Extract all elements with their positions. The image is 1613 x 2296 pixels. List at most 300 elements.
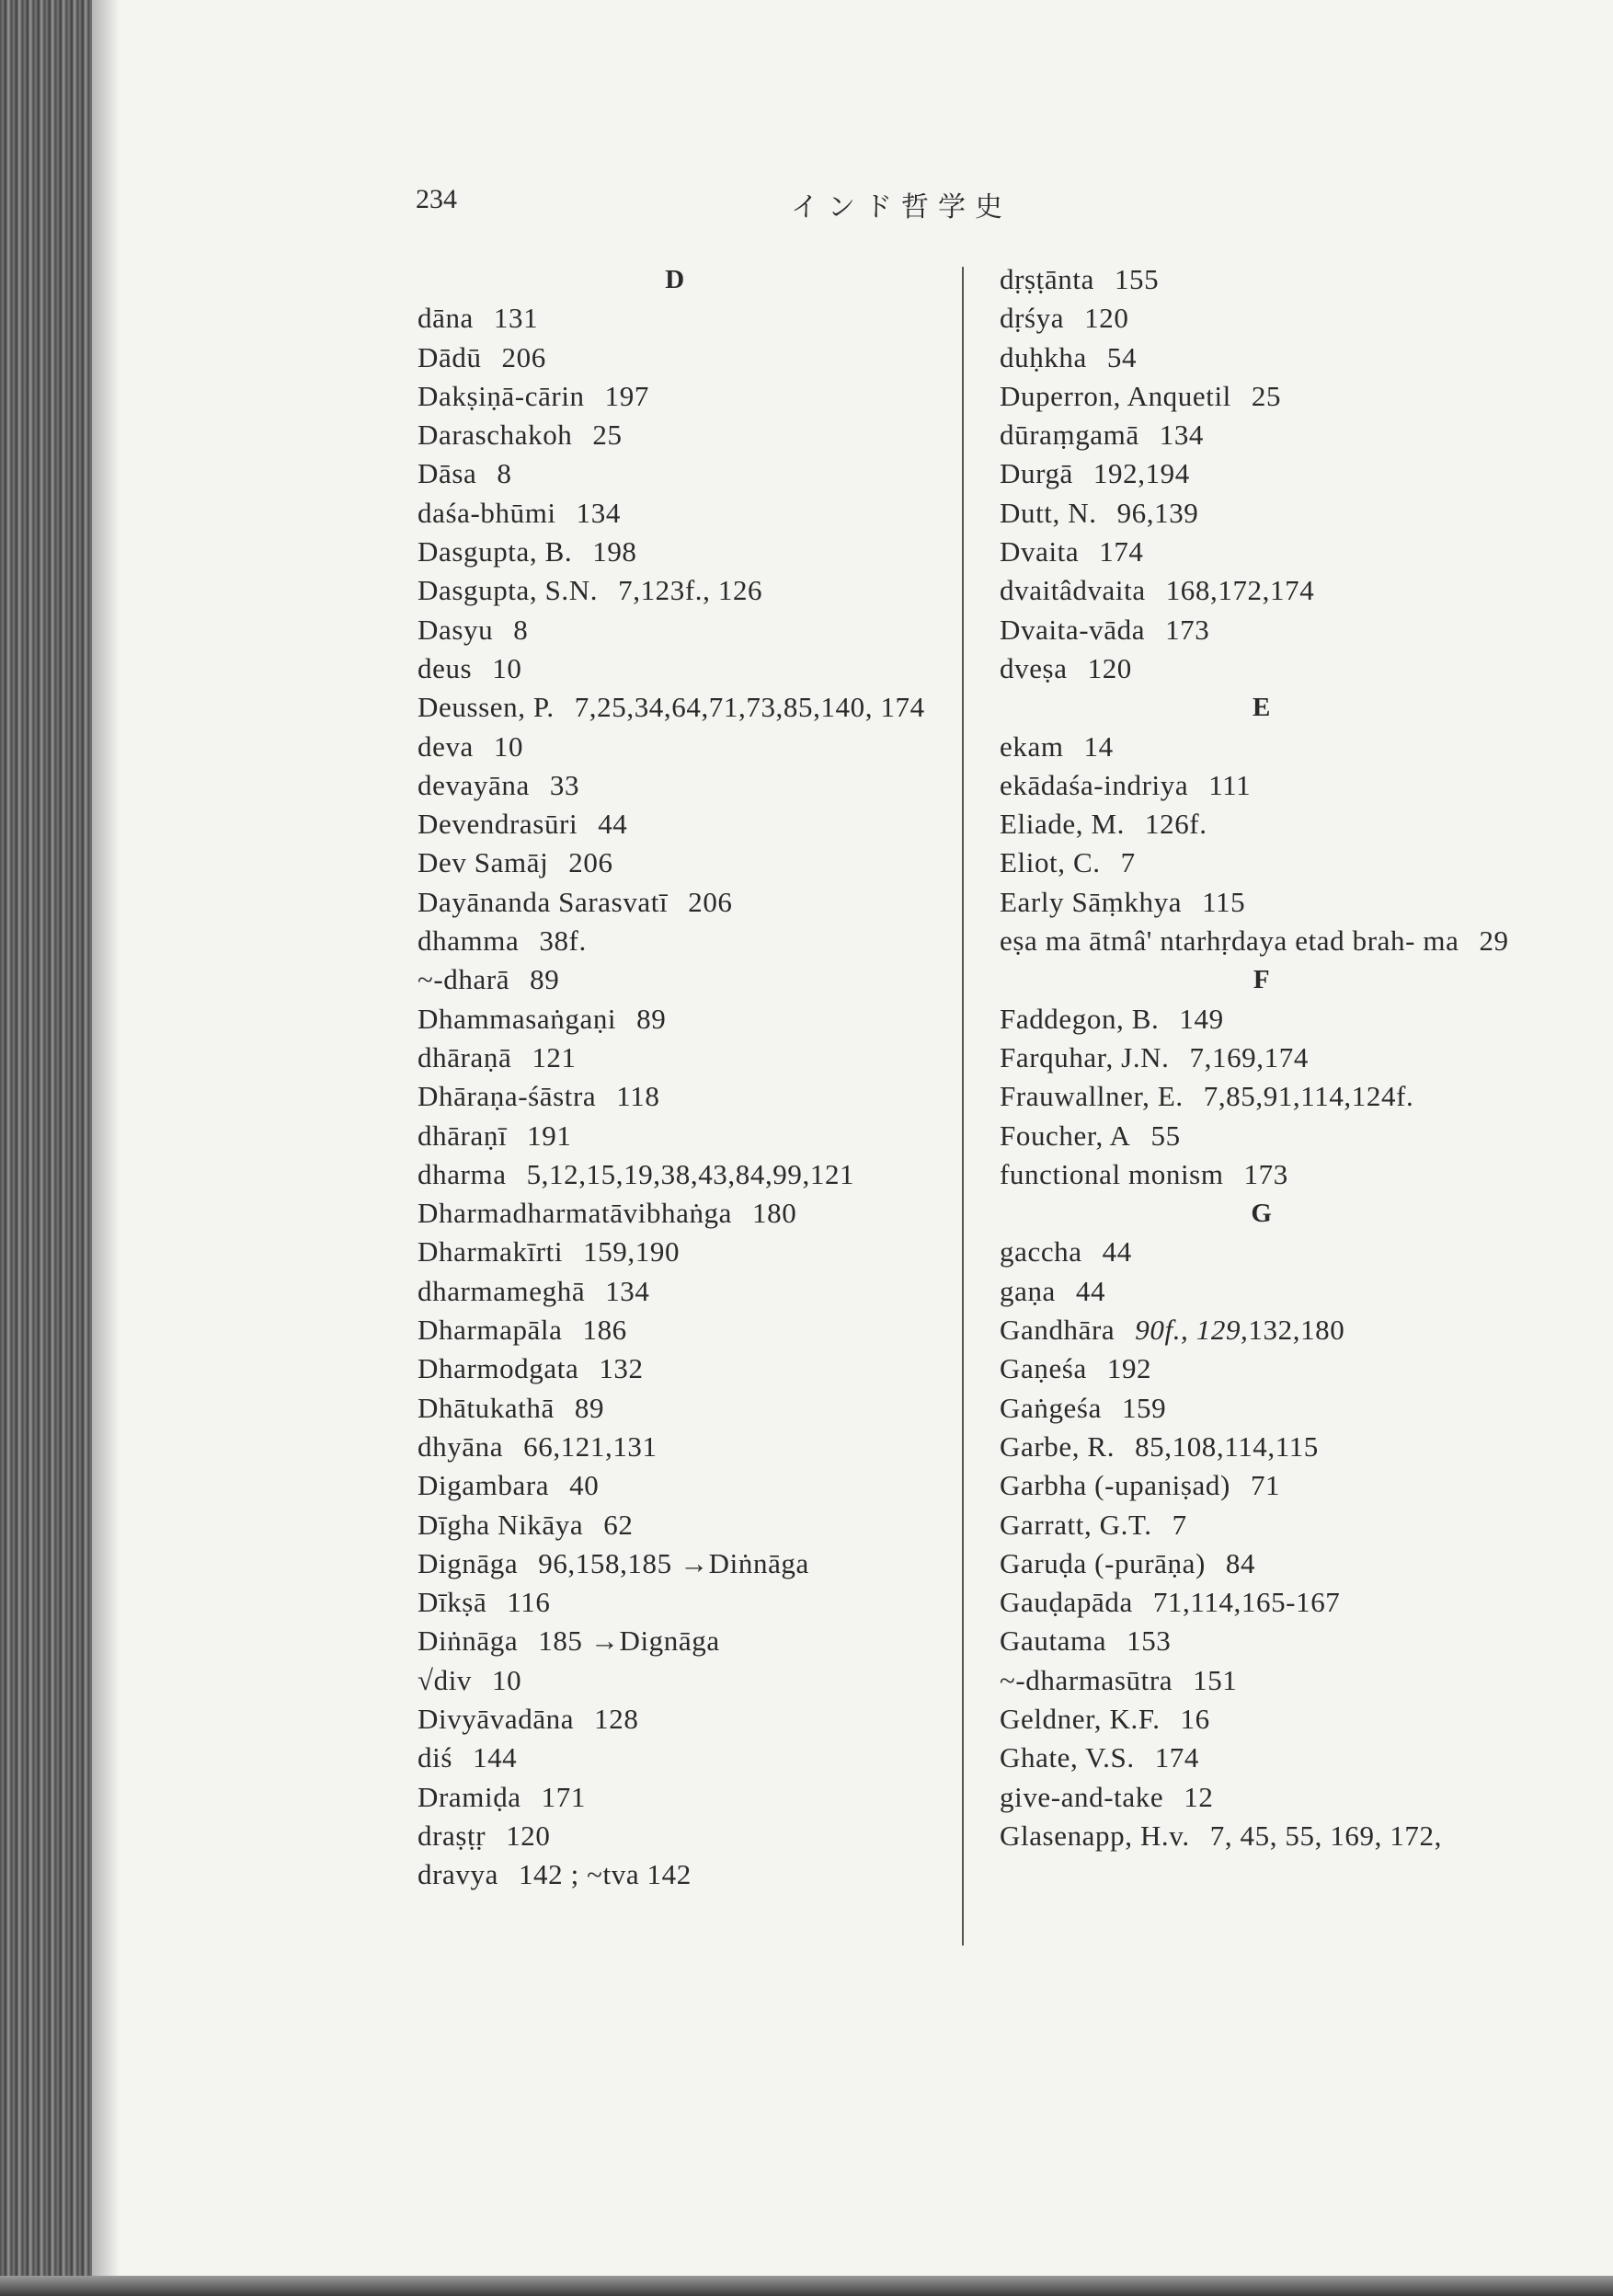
entry-pages-text: 126f.	[1145, 808, 1207, 841]
entry-pages-text: 96,158,185 →Diṅnāga	[538, 1546, 809, 1579]
entry-pages-text: 131	[493, 302, 539, 335]
entry-pages	[506, 1820, 550, 1852]
entry-term: ~-dharā	[418, 963, 510, 996]
entry-pages-text: 171	[541, 1780, 586, 1813]
entry-pages	[507, 1586, 550, 1618]
index-entry	[1000, 1622, 1524, 1660]
entry-term: Deussen, P.	[418, 691, 555, 724]
entry-term: dveṣa	[1000, 651, 1068, 684]
entry-pages-text: 132	[599, 1352, 644, 1385]
index-entry	[1000, 1272, 1524, 1311]
entry-pages-text: 120	[506, 1819, 551, 1852]
entry-pages	[1117, 497, 1199, 529]
entry-pages-text: 159,190	[583, 1235, 681, 1269]
page-bottom-edge	[0, 2276, 1613, 2296]
index-entry	[418, 1544, 932, 1583]
entry-pages	[592, 419, 622, 451]
entry-pages	[1153, 1586, 1341, 1618]
entry-pages-text: 118	[616, 1080, 660, 1113]
entry-pages	[1151, 1119, 1181, 1152]
index-entry	[1000, 805, 1524, 844]
entry-pages-text: 134	[1159, 419, 1205, 452]
index-entry	[1000, 1700, 1524, 1739]
index-column-right	[1000, 260, 1524, 1855]
entry-pages	[550, 769, 579, 801]
entry-pages	[582, 1314, 626, 1346]
entry-pages-text: 85,108,114,115	[1135, 1429, 1319, 1463]
index-entry	[1000, 844, 1524, 882]
entry-pages	[618, 574, 762, 606]
index-entry	[1000, 1233, 1524, 1271]
index-entry	[1000, 1778, 1524, 1817]
entry-pages	[530, 963, 559, 995]
index-entry	[1000, 1544, 1524, 1583]
entry-term: Gaṇeśa	[1000, 1352, 1087, 1385]
index-entry	[418, 1506, 932, 1544]
entry-pages	[1107, 341, 1137, 373]
entry-term: Dayānanda Sarasvatī	[418, 885, 669, 918]
entry-term: gaṇa	[1000, 1274, 1056, 1307]
entry-pages	[523, 1430, 658, 1463]
entry-pages-text: 16	[1180, 1702, 1210, 1735]
index-entry	[418, 844, 932, 882]
index-entry	[1000, 1155, 1524, 1194]
index-entry	[418, 1466, 932, 1505]
entry-pages	[1093, 457, 1190, 489]
entry-term: gaccha	[1000, 1235, 1082, 1269]
index-entry	[418, 1428, 932, 1466]
entry-term: dharma	[418, 1157, 507, 1190]
entry-pages	[497, 457, 511, 489]
entry-pages	[1202, 886, 1245, 918]
entry-pages	[583, 1235, 680, 1268]
entry-pages-text: 206	[688, 885, 733, 918]
entry-pages	[1135, 1430, 1319, 1463]
entry-pages-text: 62	[603, 1508, 634, 1541]
index-entry	[418, 1817, 932, 1855]
entry-pages	[1127, 1624, 1171, 1657]
entry-term: Dvaita	[1000, 535, 1080, 568]
entry-pages	[1190, 1041, 1309, 1073]
entry-term: dravya	[418, 1858, 498, 1891]
entry-term: Faddegon, B.	[1000, 1002, 1160, 1035]
index-entry	[418, 494, 932, 533]
column-divider	[962, 267, 964, 1946]
index-entry	[1000, 1466, 1524, 1505]
entry-pages	[575, 691, 925, 723]
entry-pages	[1121, 846, 1136, 878]
entry-pages-text: 71,114,165-167	[1152, 1586, 1341, 1619]
entry-term: Dignāga	[418, 1546, 519, 1579]
entry-pages	[636, 1003, 666, 1035]
entry-pages-text: 10	[493, 729, 524, 763]
index-entry	[1000, 1817, 1524, 1855]
index-entry	[1000, 1739, 1524, 1777]
entry-term: Early Sāṃkhya	[1000, 885, 1183, 918]
entry-term: Garbe, R.	[1000, 1429, 1115, 1463]
entry-pages	[1135, 1314, 1344, 1346]
index-entry	[1000, 611, 1524, 649]
entry-pages-text: 7	[1172, 1508, 1187, 1541]
index-entry	[1000, 922, 1524, 960]
index-entry	[418, 922, 932, 960]
entry-pages	[1173, 1509, 1187, 1541]
entry-pages	[494, 730, 523, 763]
entry-pages	[1160, 419, 1204, 451]
entry-pages	[577, 497, 621, 529]
index-entry	[1000, 416, 1524, 454]
entry-pages	[568, 846, 612, 878]
entry-pages	[538, 1547, 809, 1579]
index-entry	[1000, 1077, 1524, 1116]
entry-pages	[569, 1469, 599, 1501]
entry-term: deus	[418, 651, 473, 684]
entry-pages	[1166, 574, 1315, 606]
index-entry	[1000, 339, 1524, 377]
entry-pages	[539, 924, 586, 957]
entry-term: ekādaśa-indriya	[1000, 768, 1189, 801]
entry-term: Dādū	[418, 340, 482, 373]
entry-term: dūraṃgamā	[1000, 419, 1139, 452]
index-entry	[1000, 494, 1524, 533]
entry-term: Dakṣiṇā-cārin	[418, 379, 585, 412]
entry-pages-text: 149	[1179, 1002, 1224, 1035]
index-entry	[418, 1000, 932, 1039]
entry-pages	[1145, 808, 1207, 840]
entry-pages-text: 84	[1225, 1546, 1256, 1579]
entry-pages	[513, 614, 528, 646]
entry-pages-text: 132,180	[1248, 1314, 1345, 1347]
entry-pages-text: 7,85,91,114,124f.	[1203, 1080, 1414, 1113]
entry-pages-italic: 90f., 129,	[1135, 1314, 1249, 1347]
entry-term: Farquhar, J.N.	[1000, 1040, 1170, 1073]
entry-term: Dharmapāla	[418, 1314, 563, 1347]
index-entry	[418, 1233, 932, 1271]
index-entry	[1000, 377, 1524, 416]
entry-term: Dasgupta, B.	[418, 535, 573, 568]
index-entry	[418, 377, 932, 416]
index-entry	[418, 416, 932, 454]
index-entry	[418, 1039, 932, 1077]
index-entry	[418, 1272, 932, 1311]
entry-pages	[752, 1197, 796, 1229]
entry-term: Gandhāra	[1000, 1314, 1115, 1347]
entry-pages-text: 38f.	[539, 924, 587, 958]
index-entry	[1000, 1583, 1524, 1622]
entry-pages-text: 7, 45, 55, 169, 172,	[1209, 1819, 1442, 1852]
entry-pages-text: 33	[549, 768, 580, 801]
index-entry	[418, 1583, 932, 1622]
entry-pages-text: 191	[527, 1119, 572, 1152]
entry-pages-text: 66,121,131	[523, 1429, 658, 1463]
entry-term: functional monism	[1000, 1157, 1224, 1190]
index-entry	[1000, 1117, 1524, 1155]
index-entry	[418, 1117, 932, 1155]
index-entry	[1000, 1039, 1524, 1077]
entry-pages-text: 144	[472, 1741, 518, 1774]
entry-pages-text: 153	[1127, 1624, 1172, 1658]
entry-term: Frauwallner, E.	[1000, 1080, 1184, 1113]
entry-pages	[492, 1664, 521, 1696]
entry-pages-text: 174	[1099, 535, 1144, 568]
entry-term: Geldner, K.F.	[1000, 1702, 1161, 1735]
entry-pages-text: 12	[1184, 1780, 1214, 1813]
index-entry	[1000, 883, 1524, 922]
entry-pages-text: 7,169,174	[1189, 1040, 1309, 1073]
entry-pages-text: 180	[752, 1197, 797, 1230]
index-entry	[418, 1622, 932, 1660]
entry-term: Dīgha Nikāya	[418, 1508, 584, 1541]
entry-pages	[1088, 652, 1132, 684]
entry-pages	[1155, 1741, 1199, 1774]
entry-term: dhyāna	[418, 1429, 504, 1463]
entry-term: eṣa ma ātmâ' ntarhṛdaya etad brah- ma	[1000, 924, 1459, 958]
entry-pages	[519, 1858, 692, 1890]
entry-term: Gauḍapāda	[1000, 1586, 1133, 1619]
entry-term: duḥkha	[1000, 340, 1087, 373]
index-entry	[418, 571, 932, 610]
entry-pages	[1208, 769, 1251, 801]
entry-pages-text: 128	[594, 1702, 639, 1735]
index-entry	[1000, 571, 1524, 610]
entry-pages-text: 121	[532, 1040, 577, 1073]
entry-term: Dhammasaṅgaṇi	[418, 1002, 617, 1035]
entry-pages	[1084, 730, 1114, 763]
entry-pages-text: 151	[1193, 1663, 1238, 1696]
entry-pages-text: 120	[1087, 651, 1132, 684]
entry-pages	[1226, 1547, 1255, 1579]
entry-pages-text: 40	[569, 1469, 600, 1502]
entry-pages	[594, 1703, 638, 1735]
entry-term: √div	[418, 1663, 473, 1696]
entry-pages-text: 44	[1075, 1274, 1106, 1307]
entry-term: Foucher, A	[1000, 1119, 1131, 1152]
index-entry	[418, 339, 932, 377]
index-entry	[1000, 299, 1524, 338]
entry-pages-text: 116	[507, 1586, 551, 1619]
entry-term: Digambara	[418, 1469, 550, 1502]
entry-term: dharmameghā	[418, 1274, 586, 1307]
index-entry	[1000, 260, 1524, 299]
entry-term: dṛṣṭānta	[1000, 263, 1094, 295]
entry-pages-text: 55	[1150, 1119, 1181, 1152]
entry-pages-text: 186	[582, 1314, 627, 1347]
entry-term: Daraschakoh	[418, 419, 573, 452]
entry-term: Dasyu	[418, 613, 494, 646]
entry-pages-text: 115	[1202, 885, 1246, 918]
entry-pages	[1103, 1235, 1132, 1268]
entry-pages	[1179, 1003, 1223, 1035]
entry-pages-text: 134	[605, 1274, 650, 1307]
index-entry	[418, 1194, 932, 1233]
section-heading-d: D	[665, 265, 685, 294]
entry-pages	[494, 302, 538, 334]
index-entry	[418, 805, 932, 844]
entry-pages-text: 7	[1120, 846, 1136, 879]
entry-pages	[1181, 1703, 1210, 1735]
index-column-left	[418, 260, 932, 1894]
index-entry	[1000, 1389, 1524, 1428]
entry-term: dāna	[418, 302, 474, 335]
entry-pages-text: 120	[1084, 302, 1129, 335]
entry-pages	[538, 1624, 719, 1657]
running-title: インド哲学史	[791, 191, 1012, 224]
entry-pages-text: 14	[1083, 729, 1114, 763]
entry-pages	[1251, 1469, 1280, 1501]
entry-pages-text: 89	[530, 963, 560, 996]
entry-term: Duperron, Anquetil	[1000, 379, 1231, 412]
entry-pages	[527, 1119, 571, 1152]
entry-pages	[1244, 1158, 1288, 1190]
entry-pages-text: 8	[513, 613, 529, 646]
entry-pages	[1099, 535, 1143, 568]
entry-pages-text: 29	[1479, 924, 1509, 958]
entry-term: give-and-take	[1000, 1780, 1164, 1813]
entry-term: Dutt, N.	[1000, 496, 1097, 529]
entry-pages	[603, 1509, 633, 1541]
entry-term: Dramiḍa	[418, 1780, 521, 1813]
entry-pages-text: 185 →Dignāga	[538, 1624, 720, 1658]
index-entry	[1000, 454, 1524, 493]
entry-pages-text: 25	[592, 419, 623, 452]
index-entry	[1000, 728, 1524, 766]
index-entry	[418, 883, 932, 922]
entry-pages	[542, 1781, 586, 1813]
page-number: 234	[416, 184, 457, 214]
index-entry	[418, 960, 932, 999]
entry-pages	[1193, 1664, 1237, 1696]
entry-term: daśa-bhūmi	[418, 496, 556, 529]
entry-pages-text: 10	[492, 1663, 522, 1696]
index-entry	[418, 1311, 932, 1349]
entry-term: Garbha (-upaniṣad)	[1000, 1469, 1230, 1502]
entry-pages-text: 8	[497, 457, 512, 490]
entry-term: dhamma	[418, 924, 520, 958]
index-entry	[418, 1349, 932, 1388]
entry-term: diś	[418, 1741, 452, 1774]
entry-pages	[1115, 263, 1159, 295]
index-entry	[418, 1700, 932, 1739]
section-heading-g: G	[1251, 1199, 1273, 1229]
index-entry	[418, 299, 932, 338]
index-entry	[1000, 766, 1524, 805]
index-entry	[1000, 1311, 1524, 1349]
index-entry	[418, 649, 932, 688]
entry-pages	[1107, 1352, 1151, 1384]
index-entry	[418, 1155, 932, 1194]
entry-pages-text: 7,123f., 126	[618, 574, 763, 607]
entry-pages-text: 89	[574, 1391, 605, 1424]
spine-fade	[92, 0, 120, 2296]
entry-term: Garuḍa (-purāṇa)	[1000, 1546, 1206, 1579]
index-entry	[1000, 649, 1524, 688]
index-entry	[1000, 1000, 1524, 1039]
entry-pages-text: 25	[1251, 379, 1282, 412]
entry-term: devayāna	[418, 768, 530, 801]
entry-term: draṣṭṛ	[418, 1819, 486, 1852]
index-entry	[418, 688, 932, 727]
entry-pages	[1165, 614, 1209, 646]
entry-term: Dvaita-vāda	[1000, 613, 1146, 646]
index-entry	[418, 1077, 932, 1116]
index-entry	[418, 1739, 932, 1777]
entry-pages	[527, 1158, 855, 1190]
entry-pages-text: 192,194	[1092, 457, 1190, 490]
entry-pages-text: 5,12,15,19,38,43,84,99,121	[526, 1157, 855, 1190]
entry-pages-text: 192	[1106, 1352, 1152, 1385]
index-entry	[1000, 1661, 1524, 1700]
index-entry	[1000, 1428, 1524, 1466]
entry-term: ekam	[1000, 729, 1064, 763]
entry-term: dhāraṇī	[418, 1119, 508, 1152]
entry-pages	[502, 341, 546, 373]
entry-pages-text: 173	[1165, 613, 1210, 646]
index-entry	[418, 611, 932, 649]
section-heading-f: F	[1253, 965, 1271, 995]
entry-term: Eliot, C.	[1000, 846, 1101, 879]
entry-pages	[532, 1041, 576, 1073]
entry-pages-text: 10	[492, 651, 522, 684]
entry-term: Eliade, M.	[1000, 808, 1125, 841]
entry-term: Gautama	[1000, 1624, 1107, 1658]
entry-term: Dharmodgata	[418, 1352, 579, 1385]
entry-term: Devendrasūri	[418, 808, 578, 841]
entry-pages	[1252, 380, 1281, 412]
entry-pages	[688, 886, 732, 918]
entry-pages-text: 198	[592, 535, 637, 568]
entry-term: Ghate, V.S.	[1000, 1741, 1135, 1774]
entry-pages-text: 89	[636, 1002, 667, 1035]
entry-pages-text: 44	[598, 808, 628, 841]
entry-pages-text: 206	[501, 340, 546, 373]
entry-pages	[1210, 1820, 1442, 1852]
entry-term: Dhāraṇa-śāstra	[418, 1080, 597, 1113]
entry-term: Gaṅgeśa	[1000, 1391, 1102, 1424]
entry-pages	[492, 652, 521, 684]
entry-pages	[605, 1275, 649, 1307]
index-entry	[418, 454, 932, 493]
index-entry	[1000, 533, 1524, 571]
entry-term: Dharmadharmatāvibhaṅga	[418, 1197, 732, 1230]
entry-pages	[592, 535, 636, 568]
entry-pages	[575, 1392, 604, 1424]
entry-term: Diṅnāga	[418, 1624, 519, 1658]
entry-pages-text: 111	[1208, 768, 1252, 801]
index-entry	[418, 1778, 932, 1817]
entry-term: Dharmakīrti	[418, 1235, 564, 1269]
section-heading-e: E	[1253, 693, 1271, 723]
entry-pages-text: 155	[1114, 263, 1160, 295]
entry-pages	[1076, 1275, 1105, 1307]
entry-pages	[1479, 924, 1508, 957]
index-entry	[1000, 1349, 1524, 1388]
entry-pages	[598, 808, 627, 840]
entry-pages-text: 197	[604, 379, 649, 412]
entry-pages	[1184, 1781, 1213, 1813]
book-spine-shadow	[0, 0, 92, 2296]
entry-term: Durgā	[1000, 457, 1073, 490]
index-entry	[418, 728, 932, 766]
index-entry	[418, 533, 932, 571]
entry-term: Dīkṣā	[418, 1586, 487, 1619]
entry-pages-text: 174	[1154, 1741, 1200, 1774]
entry-pages	[605, 380, 649, 412]
index-entry	[418, 1855, 932, 1894]
entry-term: deva	[418, 729, 474, 763]
entry-term: Dev Samāj	[418, 846, 549, 879]
entry-term: ~-dharmasūtra	[1000, 1663, 1173, 1696]
entry-pages-text: 44	[1102, 1235, 1132, 1269]
